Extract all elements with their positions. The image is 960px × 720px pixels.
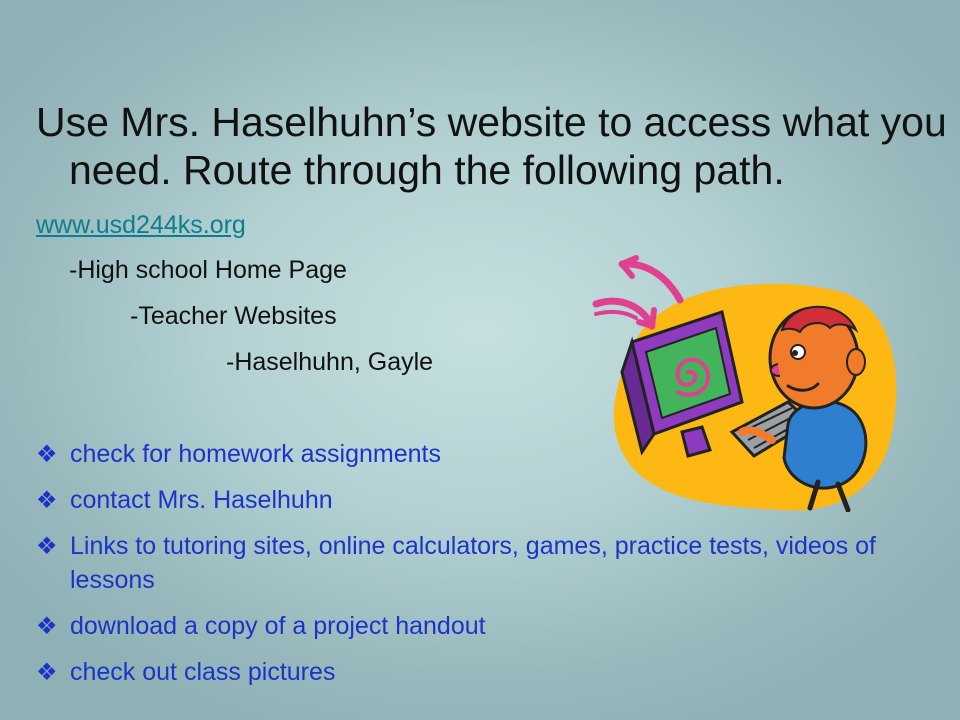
diamond-bullet-icon: ❖	[36, 659, 58, 686]
person-at-computer-clipart	[592, 252, 904, 512]
diamond-bullet-icon: ❖	[36, 533, 58, 560]
path-step-teacher-name: -Haselhuhn, Gayle	[226, 348, 434, 376]
diamond-bullet-icon: ❖	[36, 487, 58, 514]
list-item-label: contact Mrs. Haselhuhn	[70, 486, 333, 514]
diamond-bullet-icon: ❖	[36, 613, 58, 640]
path-step-home-page: -High school Home Page	[69, 256, 347, 284]
list-item	[36, 609, 896, 643]
list-item	[36, 529, 896, 597]
list-item-label: download a copy of a project handout	[70, 612, 486, 640]
diamond-bullet-icon: ❖	[36, 441, 58, 468]
list-item-label: Links to tutoring sites, online calculators, games, practice tests, videos of lessons	[70, 532, 876, 594]
website-link[interactable]: www.usd244ks.org	[36, 211, 246, 239]
list-item-label: check for homework assignments	[70, 440, 441, 468]
list-item	[36, 655, 896, 689]
list-item-label: check out class pictures	[70, 658, 336, 686]
slide-title: Use Mrs. Haselhuhn’s website to access what you need. Route through the following path.	[36, 99, 947, 193]
path-step-teacher-websites: -Teacher Websites	[130, 302, 337, 330]
